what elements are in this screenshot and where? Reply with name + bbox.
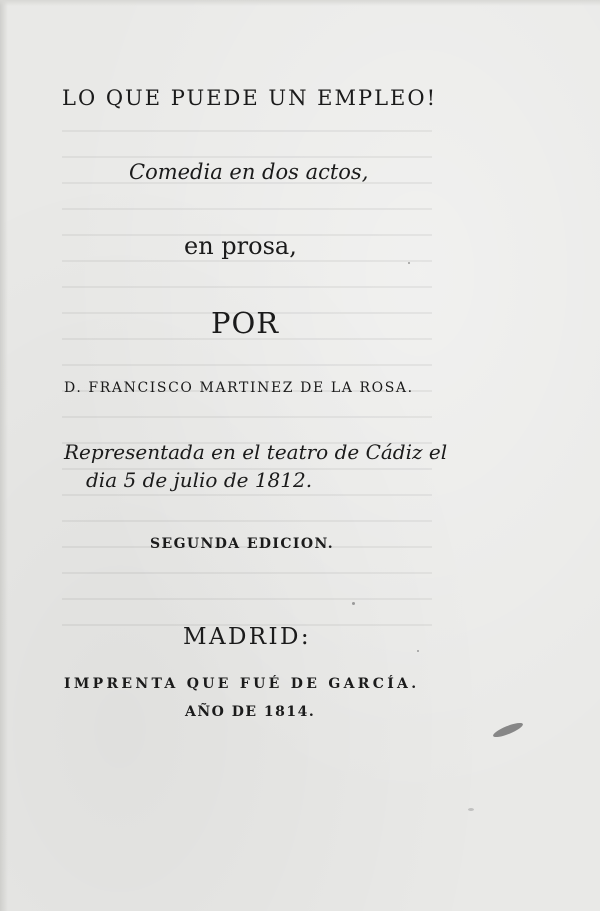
paper-speck xyxy=(468,808,474,811)
paper-speck xyxy=(417,650,419,652)
by-label: POR xyxy=(211,306,280,340)
paper-speck xyxy=(408,262,410,264)
book-genre: en prosa, xyxy=(184,232,297,260)
paper-speck xyxy=(352,602,355,605)
show-through-texture xyxy=(62,130,432,690)
page-top-edge-shadow xyxy=(0,0,600,6)
book-subtitle: Comedia en dos actos, xyxy=(129,160,369,184)
printer-name: IMPRENTA QUE FUÉ DE GARCÍA. xyxy=(64,676,420,692)
book-title: LO QUE PUEDE UN EMPLEO! xyxy=(62,86,438,110)
page-left-edge-shadow xyxy=(0,0,8,911)
edition-label: SEGUNDA EDICION. xyxy=(150,536,335,552)
publication-year: AÑO DE 1814. xyxy=(185,704,316,720)
performance-note-line-2: dia 5 de julio de 1812. xyxy=(86,468,313,492)
author-name: D. FRANCISCO MARTINEZ DE LA ROSA. xyxy=(64,380,414,396)
ink-smudge xyxy=(492,720,525,739)
performance-note-line-1: Representada en el teatro de Cádiz el xyxy=(64,440,448,464)
publication-city: MADRID: xyxy=(183,624,311,650)
